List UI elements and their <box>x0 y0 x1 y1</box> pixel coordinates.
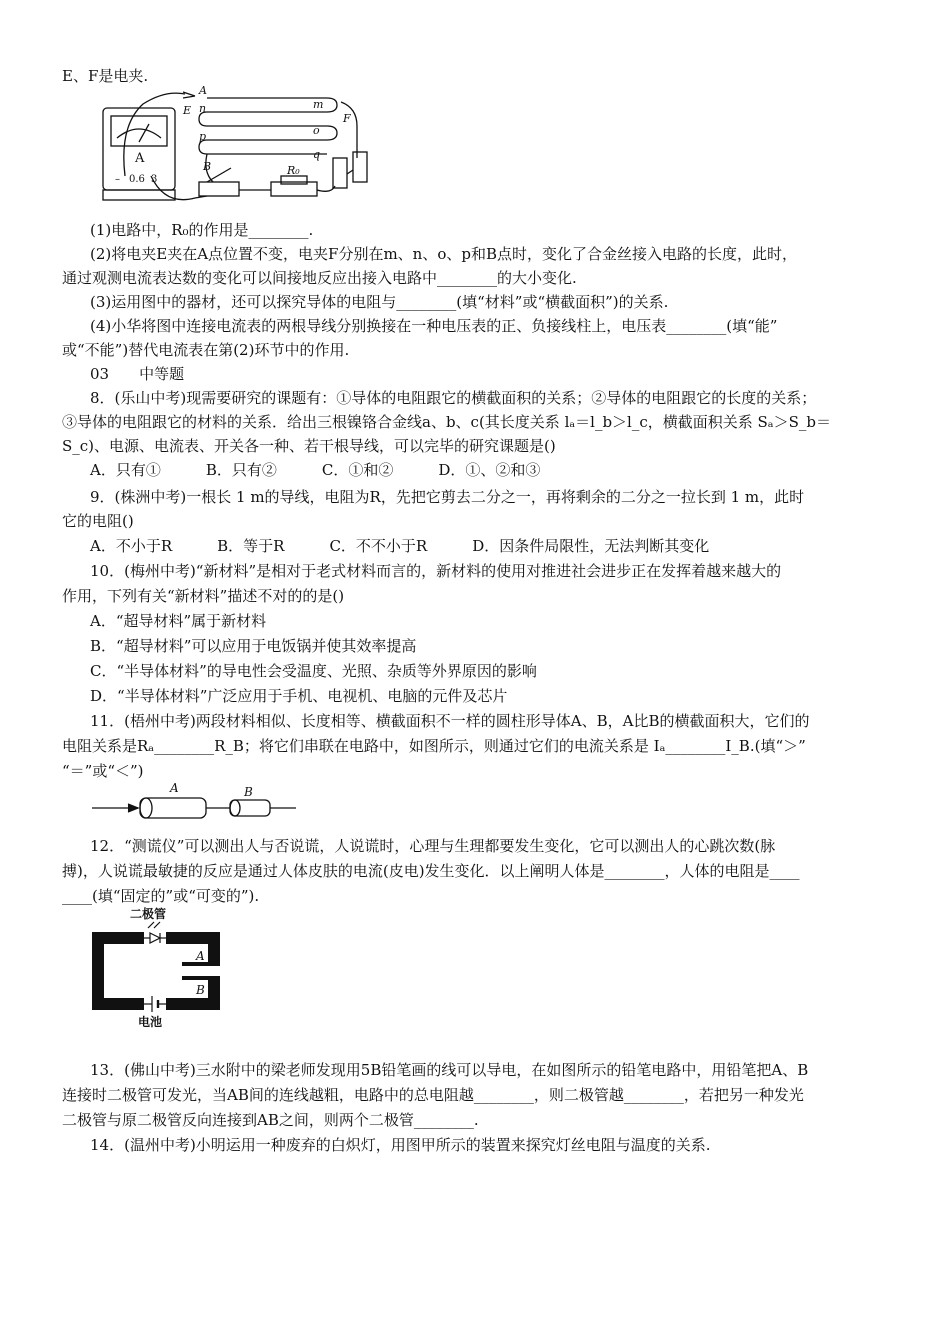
text-line: ③导体的电阻跟它的材料的关系．给出三根镍铬合金线a、b、c(其长度关系 lₐ＝l_b＞l_c，横截面积关系 Sₐ＞S_b＝ <box>62 413 831 431</box>
text-line: 搏)，人说谎最敏捷的反应是通过人体皮肤的电流(皮电)发生变化．以上阐明人体是________，人体的电阻是____ <box>62 862 800 880</box>
text-line: 作用，下列有关“新材料”描述不对的的是() <box>62 587 345 605</box>
question-7-3: (3)运用图中的器材，还可以探究导体的电阻与________(填“材料”或“横截面积”)的关系. <box>90 293 669 311</box>
question-10: 10．(梅州中考)“新材料”是相对于老式材料而言的，新材料的使用对推进社会进步正在发挥着越来越大的 <box>90 562 782 580</box>
option-10-c: C．“半导体材料”的导电性会受温度、光照、杂质等外界原因的影响 <box>90 662 537 680</box>
label-A: A <box>196 949 205 963</box>
label-F: F <box>343 112 351 125</box>
meter-terminal-minus: – <box>115 174 120 185</box>
label-A: A <box>170 781 179 795</box>
question-8: 8．(乐山中考)现需要研究的课题有：①导体的电阻跟它的横截面积的关系；②导体的电阻跟它的长度的关系； <box>90 389 817 407</box>
label-n: n <box>199 102 207 115</box>
label-B: B <box>196 983 205 997</box>
question-9: 9．(株洲中考)一根长 1 m的导线，电阻为R，先把它剪去二分之一，再将剩余的二分之一拉长到 1 m，此时 <box>90 488 805 506</box>
question-13: 13．(佛山中考)三水附中的梁老师发现用5B铅笔画的线可以导电，在如图所示的铅笔电路中，用铅笔把A、B <box>90 1061 809 1079</box>
text-line: 它的电阻() <box>62 512 134 530</box>
label-B: B <box>244 785 253 799</box>
question-7-4: (4)小华将图中连接电流表的两根导线分别换接在一种电压表的正、负接线柱上，电压表________(填“能” <box>90 317 778 335</box>
label-R0: R₀ <box>287 164 300 177</box>
battery-label: 电池 <box>138 1015 163 1029</box>
options-8: A．只有① B．只有② C．①和② D．①、②和③ <box>90 461 541 479</box>
text-line: 通过观测电流表达数的变化可以间接地反应出接入电路中________的大小变化. <box>62 269 577 287</box>
option-10-a: A．“超导材料”属于新材料 <box>90 612 267 630</box>
circuit-diagram-resistance-wire <box>95 86 385 214</box>
question-14: 14．(温州中考)小明运用一种废弃的白炽灯，用图甲所示的装置来探究灯丝电阻与温度的关系. <box>90 1136 711 1154</box>
options-9: A．不小于R B．等于R C．不不小于R D．因条件局限性，无法判断其变化 <box>90 537 710 555</box>
diode-label: 二极管 <box>130 907 167 921</box>
text-line: 电阻关系是Rₐ________R_B；将它们串联在电路中，如图所示，则通过它们的电流关系是 Iₐ________I_B.(填“＞” <box>62 737 806 755</box>
text-line: S_c)、电源、电流表、开关各一种、若干根导线，可以完毕的研究课题是() <box>62 437 556 455</box>
question-12: 12．“测谎仪”可以测出人与否说谎，人说谎时，心理与生理都要发生变化，它可以测出人的心跳次数(脉 <box>90 837 776 855</box>
question-11: 11．(梧州中考)两段材料相似、长度相等、横截面积不一样的圆柱形导体A、B，A比B的横截面积大，它们的 <box>90 712 810 730</box>
label-o: o <box>313 124 320 137</box>
text-line: 连接时二极管可发光，当AB间的连线越粗，电路中的总电阻越________，则二极管越________，若把另一种发光 <box>62 1086 804 1104</box>
meter-terminal-3: 3 <box>151 174 158 185</box>
text-line: 或“不能”)替代电流表在第(2)环节中的作用. <box>62 341 350 359</box>
question-7-1: (1)电路中，R₀的作用是________. <box>90 221 314 239</box>
text-line: 二极管与原二极管反向连接到AB之间，则两个二极管________. <box>62 1111 479 1129</box>
label-A: A <box>199 86 207 97</box>
label-p: p <box>199 130 207 143</box>
meter-label-A: A <box>135 151 145 166</box>
text-line: E、F是电夹. <box>62 67 149 85</box>
conductors-series-diagram <box>90 778 300 820</box>
question-7-2: (2)将电夹E夹在A点位置不变，电夹F分别在m、n、o、p和B点时，变化了合金丝接入电路的长度，此时， <box>90 245 797 263</box>
label-E: E <box>183 104 192 117</box>
text-line: “＝”或“＜”) <box>62 762 144 780</box>
pencil-circuit-diagram <box>88 904 233 1030</box>
section-heading: 03 中等题 <box>90 365 185 383</box>
label-m: m <box>313 98 324 111</box>
option-10-b: B．“超导材料”可以应用于电饭锅并使其效率提高 <box>90 637 417 655</box>
option-10-d: D．“半导体材料”广泛应用于手机、电视机、电脑的元件及芯片 <box>90 687 508 705</box>
label-B: B <box>203 160 212 173</box>
label-q: q <box>313 148 321 161</box>
meter-terminal-0-6: 0.6 <box>129 174 145 185</box>
text-line: ____(填“固定的”或“可变的”). <box>62 887 260 905</box>
